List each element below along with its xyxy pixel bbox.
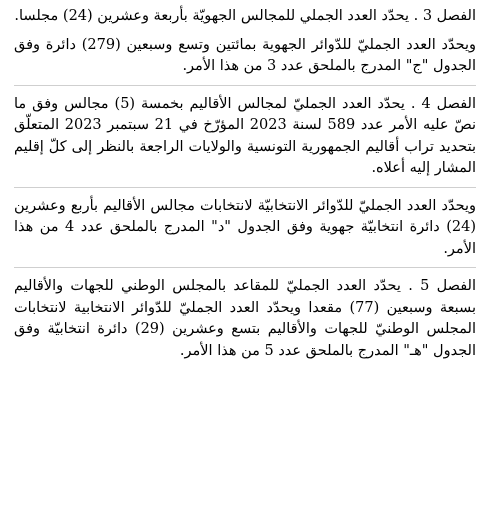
article-5-paragraph: الفصل 5 . يحدّد العدد الجمليّ للمقاعد بالمجلس الوطني للجهات والأقاليم بسبعة وسبعين (77) مقعدا ويحدّد العدد الجمليّ للدّوائر الانتخابية لانتخابات المجلس الوطنيّ للجهات والأقاليم بتسع وعشرين (29) دائرة انتخابيّة وفق الجدول "هـ" المدرج بالملحق عدد 5 من هذا الأمر. xyxy=(14,278,476,359)
article-3-regional-districts-paragraph: ويحدّد العدد الجمليّ للدّوائر الجهوية بمائتين وتسع وسبعين (279) دائرة وفق الجدول "ج" المدرج بالملحق عدد 3 من هذا الأمر. xyxy=(14,36,476,74)
article-4-districts-paragraph: ويحدّد العدد الجمليّ للدّوائر الانتخابيّة لانتخابات مجالس الأقاليم بأربع وعشرين (24) دائرة انتخابيّة جهوية وفق الجدول "د" المدرج بالملحق عدد 4 من هذا الأمر. xyxy=(14,197,476,257)
separator-line xyxy=(14,187,476,189)
separator-line xyxy=(14,85,476,87)
separator-line xyxy=(14,267,476,269)
article-3-paragraph: الفصل 3 . يحدّد العدد الجملي للمجالس الجهويّة بأربعة وعشرين (24) مجلسا. xyxy=(14,8,476,24)
article-4-paragraph: الفصل 4 . يحدّد العدد الجمليّ لمجالس الأقاليم بخمسة (5) مجالس وفق ما نصّ عليه الأمر عدد 589 لسنة 2023 المؤرّخ في 21 سبتمبر 2023 المتعلّق بتحديد تراب أقاليم الجمهورية التونسية والولايات الراجعة بالنظر إلى كلّ إقليم المشار إليه أعلاه. xyxy=(14,95,476,176)
